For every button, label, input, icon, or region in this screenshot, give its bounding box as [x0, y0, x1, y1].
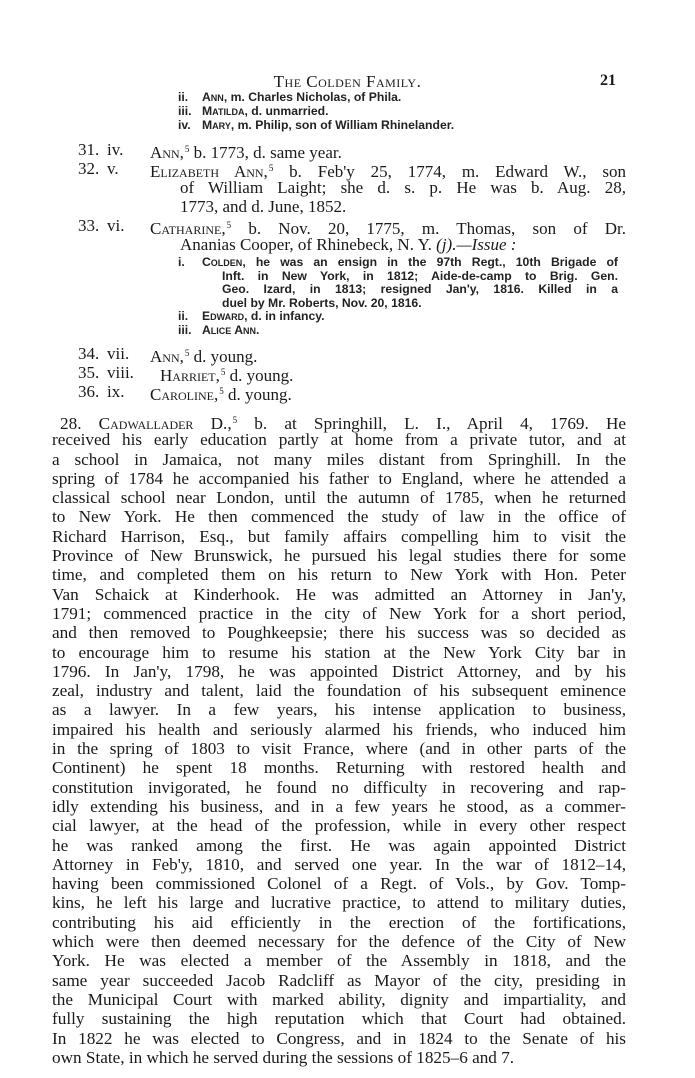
generation-mark: 5 [184, 348, 190, 358]
generation-mark: 5 [184, 144, 190, 154]
paragraph-line: cial lawyer, at the head of the profession, while in every other respect [52, 816, 626, 836]
paragraph-line: as a lawyer. In a few years, his intense application to business, [52, 700, 626, 720]
paragraph-line: having been commissioned Colonel of a Regt. of Vols., by Gov. Tomp- [52, 874, 626, 894]
issue-label: —Issue : [456, 235, 517, 254]
roman-numeral: v. [107, 159, 119, 178]
roman-numeral: i. [178, 255, 185, 269]
paragraph-line: which were then deemed necessary for the defence of the City of New [52, 932, 626, 952]
entry-number: 32. [78, 159, 100, 178]
paragraph-line: fully sustaining the high reputation which that Court had obtained. [52, 1009, 626, 1029]
generation-mark: 5 [220, 367, 226, 377]
generation-mark: 5 [268, 163, 274, 173]
entry-text: d. young. [225, 366, 294, 385]
item-text: , m. Philip, son of William Rhinelander. [230, 118, 455, 132]
sublist-item [178, 90, 401, 104]
issue-text-continued: duel by Mr. Roberts, Nov. 20, 1816. [222, 295, 422, 310]
person-name: Alice Ann. [202, 322, 260, 337]
person-name: Harriet, [160, 366, 220, 385]
paragraph-line: own State, in which he served during the sessions of 1825–6 and 7. [52, 1047, 515, 1067]
paragraph-line: a school in Jamaica, not many miles distant from Springhill. In the [52, 449, 626, 469]
paragraph-line: and then removed to Poughkeepsie; there his success was so decided as [52, 623, 626, 643]
genealogy-entry [0, 216, 695, 254]
paragraph-line: same year succeeded Jacob Radcliff as Mayor of the city, presiding in [52, 970, 626, 990]
person-name: Matilda [202, 104, 245, 118]
paragraph-line: spring of 1784 he accompanied his father to England, where he attended a [52, 468, 626, 488]
paragraph-line: to New York. He then commenced the study of law in the office of [52, 507, 626, 527]
sublist-item [178, 118, 454, 132]
issue-text: , he was an ensign in the 97th Regt., 10th Brigade of [242, 255, 618, 269]
roman-numeral: ii. [178, 309, 189, 324]
genealogy-entry [0, 344, 695, 366]
reference-mark: (j). [436, 235, 457, 254]
genealogy-entry [0, 140, 695, 162]
person-name: Ann, [150, 143, 184, 162]
person-name: Catharine, [150, 219, 226, 238]
person-name: Ann, [150, 347, 184, 366]
paragraph-line: Continent) he spent 18 months. Returning with restored health and [52, 758, 626, 778]
paragraph-line: 1791; commenced practice in the city of New York for a short period, [52, 603, 626, 623]
entry-number: 31. [78, 140, 100, 159]
paragraph-line: Province of New Brunswick, he pursued his legal studies there for some [52, 546, 626, 566]
paragraph-line: 1796. In Jan'y, 1798, he was appointed District Attorney, and by his [52, 661, 626, 681]
paragraph-line: constitution invigorated, he found no difficulty in recovering and rap- [52, 777, 626, 797]
roman-numeral: vi. [107, 216, 125, 235]
roman-numeral: ix. [107, 382, 125, 401]
roman-numeral: iii. [178, 104, 192, 118]
entry-number: 28. [60, 414, 82, 433]
paragraph-line: kins, he left his large and lucrative practice, to attend to military duties, [52, 893, 626, 913]
entry-text: d. young. [189, 347, 258, 366]
paragraph-line: received his early education partly at home from a private tutor, and at [52, 430, 626, 450]
paragraph-text: b. at Springhill, L. I., April 4, 1769. He [237, 414, 627, 433]
paragraph-line: Van Schaick at Kinderhook. He was admitted an Attorney in Jan'y, [52, 584, 626, 604]
issue-text: , d. in infancy. [244, 309, 325, 324]
issue-text-continued: Inft. in New York, in 1812; Aide-de-camp to Brig. Gen. [222, 268, 618, 283]
genealogy-entry [0, 363, 695, 385]
person-name: Edward [202, 309, 245, 324]
issue-item [178, 256, 618, 310]
roman-numeral: iv. [107, 140, 124, 159]
person-name: Ann [202, 90, 224, 104]
person-name: Colden [202, 255, 243, 269]
generation-mark: 5 [226, 220, 232, 230]
paragraph-line: to encourage him to resume his station at the New York City bar in [52, 642, 626, 662]
genealogy-entry [0, 382, 695, 404]
roman-numeral: viii. [107, 363, 134, 382]
entry-text: b. Nov. 20, 1775, m. Thomas, son of Dr. [231, 219, 626, 238]
person-name: Cadwallader [98, 414, 194, 433]
paragraph-line: in the spring of 1803 to visit France, where (and in other parts of the [52, 739, 626, 759]
paragraph-line: Attorney in Feb'y, 1810, and served one year. In the war of 1812–14, [52, 854, 626, 874]
entry-text-continued: 1773, and d. June, 1852. [180, 197, 347, 216]
entry-text-continued: Ananias Cooper, of Rhinebeck, N. Y. [180, 235, 437, 254]
person-name-suffix: D., [210, 414, 232, 433]
sublist-item [178, 104, 328, 118]
paragraph-line: he was ranked among the first. He was again appointed District [52, 835, 626, 855]
generation-mark: 5 [219, 386, 224, 396]
paragraph-line: idly extending his business, and in a few years he stood, as a commer- [52, 796, 626, 816]
roman-numeral: iii. [178, 322, 192, 337]
paragraph-line: zeal, industry and talent, laid the foundation of his subsequent eminence [52, 681, 626, 701]
entry-text-continued: of William Laight; she d. s. p. He was b. Aug. 28, [180, 178, 626, 197]
generation-mark: 5 [232, 415, 238, 425]
running-header-title: The Colden Family. [273, 72, 422, 91]
paragraph-line: In 1822 he was elected to Congress, and in 1824 to the Senate of his [52, 1028, 626, 1048]
entry-text: b. 1773, d. same year. [189, 143, 342, 162]
paragraph-line: classical school near London, until the autumn of 1785, when he returned [52, 488, 626, 508]
paragraph-line: time, and completed them on his return to New York with Hon. Peter [52, 565, 626, 585]
entry-number: 34. [78, 344, 100, 363]
issue-text-continued: Geo. Izard, in 1813; resigned Jan'y, 1816. Killed in a [222, 282, 618, 297]
entry-text: d. young. [223, 385, 292, 404]
item-text: , d. unmarried. [244, 104, 329, 118]
entry-number: 36. [78, 382, 100, 401]
genealogy-entry [0, 159, 695, 216]
paragraph-line: contributing his aid efficiently in the erection of the fortifications, [52, 912, 626, 932]
paragraph-line: York. He was elected a member of the Assembly in 1818, and the [52, 951, 626, 971]
issue-list [178, 256, 618, 338]
person-name: Caroline, [150, 385, 219, 404]
paragraph-line [52, 411, 627, 433]
person-name: Mary [202, 118, 231, 132]
page-number: 21 [600, 72, 616, 89]
roman-numeral: vii. [107, 344, 130, 363]
item-text: , m. Charles Nicholas, of Phila. [223, 90, 402, 104]
entry-number: 33. [78, 216, 100, 235]
paragraph-line: Richard Harrison, Esq., but family affairs compelling him to visit the [52, 526, 626, 546]
issue-item [178, 324, 618, 338]
biography-paragraph [52, 411, 626, 1067]
roman-numeral: iv. [178, 118, 191, 132]
paragraph-line: impaired his health and seriously alarmed his friends, who induced him [52, 719, 626, 739]
paragraph-line: the Municipal Court with marked ability, dignity and impartiality, and [52, 989, 626, 1009]
entry-text: b. Feb'y 25, 1774, m. Edward W., son [273, 162, 626, 181]
roman-numeral: ii. [178, 90, 189, 104]
issue-item [178, 310, 618, 324]
entry-number: 35. [78, 363, 100, 382]
person-name: Elizabeth Ann, [150, 162, 268, 181]
